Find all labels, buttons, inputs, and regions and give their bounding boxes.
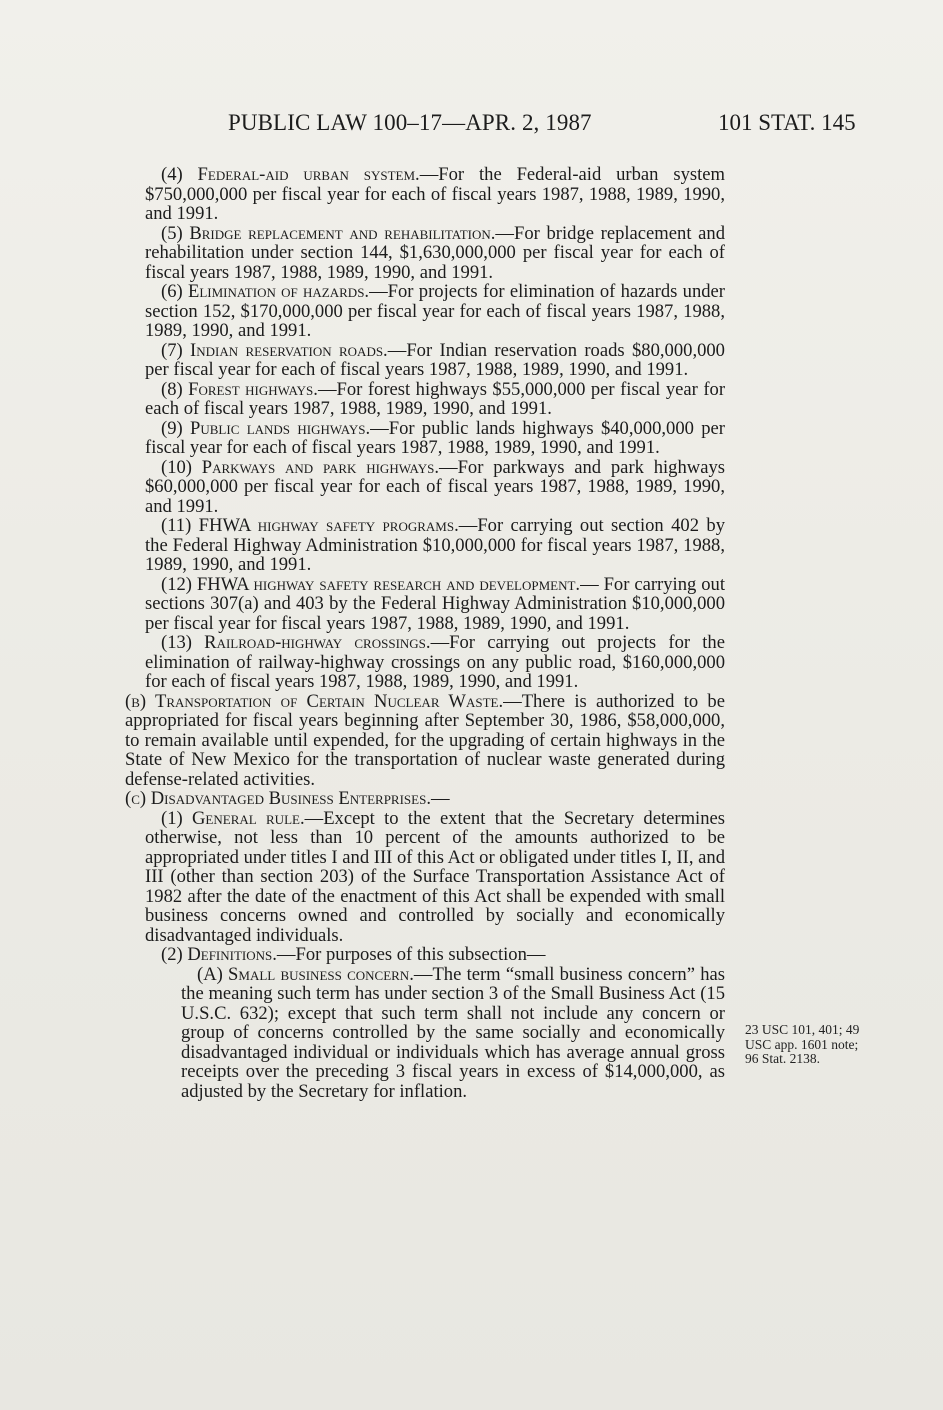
paragraph-fhwa-safety-research [125, 575, 725, 634]
statute-citation: 101 STAT. 145 [718, 110, 856, 135]
section-heading: (c) Disadvantaged Business Enterprises. [125, 788, 431, 809]
paragraph-heading: (11) FHWA highway safety programs. [161, 515, 459, 536]
paragraph-heading: (8) Forest highways. [161, 378, 318, 400]
body-text [125, 165, 725, 1101]
page-header [0, 110, 943, 140]
paragraph-small-business-concern [125, 965, 725, 1102]
paragraph-elimination-of-hazards [125, 282, 725, 341]
paragraph-text: —Except to the extent that the Secretary determines otherwise, not less than 10 percent of the amounts authorized to be appropriated under titles I and III of this Act or obligated under titles I, II, and III (other than section 203) of the Surface Transportation Assistance Act of 1982 after the date of the enactment of this Act shall be expended with small business concerns owned and controlled by socially and economically disadvantaged individuals. [145, 807, 725, 946]
paragraph-definitions [125, 945, 725, 965]
paragraph-text: —For forest highways $55,000,000 per fiscal year for each of fiscal years 1987, 1988, 1989, 1990, and 1991. [145, 378, 726, 419]
paragraph-text: —For parkways and park highways $60,000,000 per fiscal year for each of fiscal years 1987, 1988, 1989, 1990, and 1991. [145, 456, 725, 517]
paragraph-text: — For carrying out sections 307(a) and 403 by the Federal Highway Administration $10,000,000 per fiscal year for fiscal years 1987, 1988, 1989, 1990, and 1991. [145, 573, 726, 634]
paragraph-heading: (12) FHWA highway safety research and development. [161, 573, 581, 595]
paragraph-text: —For bridge replacement and rehabilitation under section 144, $1,630,000,000 per fiscal year for each of fiscal years 1987, 1988, 1989, 1990, and 1991. [145, 222, 725, 283]
paragraph-fhwa-safety-programs [125, 516, 725, 575]
header-title: PUBLIC LAW 100–17—APR. 2, 1987 [228, 110, 592, 135]
paragraph-heading: (5) Bridge replacement and rehabilitation. [161, 222, 496, 244]
paragraph-railroad-crossings [125, 633, 725, 692]
section-heading: (b) Transportation of Certain Nuclear Waste. [125, 690, 504, 712]
paragraph-federal-aid-urban [125, 165, 725, 224]
paragraph-text: —For public lands highways $40,000,000 per fiscal year for each of fiscal years 1987, 1988, 1989, 1990, and 1991. [145, 417, 725, 458]
paragraph-text: —For purposes of this subsection— [276, 944, 546, 965]
paragraph-bridge-replacement [125, 224, 725, 283]
paragraph-forest-highways [125, 380, 725, 419]
section-text: — [430, 788, 450, 809]
section-text: —There is authorized to be appropriated for fiscal years beginning after September 30, 1986, $58,000,000, to remain available until expended, for the upgrading of certain highways in the State of New Mexico for the transportation of nuclear waste generated during defense-related activities. [125, 690, 725, 790]
paragraph-heading: (4) Federal-aid urban system. [161, 164, 420, 185]
paragraph-heading: (10) Parkways and park highways. [161, 456, 439, 478]
paragraph-text: —For carrying out projects for the elimination of railway-highway crossings on any public road, $160,000,000 for each of fiscal years 1987, 1988, 1989, 1990, and 1991. [145, 632, 725, 692]
section-disadvantaged-business [125, 789, 725, 809]
paragraph-heading: (9) Public lands highways. [161, 417, 371, 439]
section-nuclear-waste [125, 692, 725, 790]
paragraph-parkways [125, 458, 725, 517]
paragraph-public-lands-highways [125, 419, 725, 458]
paragraph-text: —For Indian reservation roads $80,000,000 per fiscal year for each of fiscal years 1987, 1988, 1989, 1990, and 1991. [145, 339, 725, 380]
paragraph-indian-reservation-roads [125, 341, 725, 380]
paragraph-heading: (6) Elimination of hazards. [161, 281, 370, 302]
paragraph-text: —For the Federal-aid urban system $750,000,000 per fiscal year for each of fiscal years 1987, 1988, 1989, 1990, and 1991. [145, 164, 725, 224]
paragraph-general-rule [125, 809, 725, 946]
paragraph-heading: (A) Small business concern. [197, 963, 414, 985]
paragraph-text: —For projects for elimination of hazards under section 152, $170,000,000 per fiscal year for each of fiscal years 1987, 1988, 1989, 1990, and 1991. [145, 281, 725, 341]
paragraph-heading: (13) Railroad-highway crossings. [161, 632, 431, 653]
paragraph-heading: (7) Indian reservation roads. [161, 339, 388, 361]
paragraph-heading: (1) General rule. [161, 807, 305, 829]
paragraph-heading: (2) Definitions. [161, 944, 277, 965]
margin-citation-note: 23 USC 101, 401; 49 USC app. 1601 note; 96 Stat. 2138. [745, 1022, 860, 1066]
paragraph-text: —For carrying out section 402 by the Federal Highway Administration $10,000,000 for fiscal years 1987, 1988, 1989, 1990, and 1991. [145, 515, 725, 575]
paragraph-text: —The term “small business concern” has the meaning such term has under section 3 of the Small Business Act (15 U.S.C. 632); except that such term shall not include any concern or group of concerns controlled by the same socially and economically disadvantaged individual or individuals which has average annual gross receipts over the preceding 3 fiscal years in excess of $14,000,000, as adjusted by the Secretary for inflation. [181, 963, 725, 1102]
